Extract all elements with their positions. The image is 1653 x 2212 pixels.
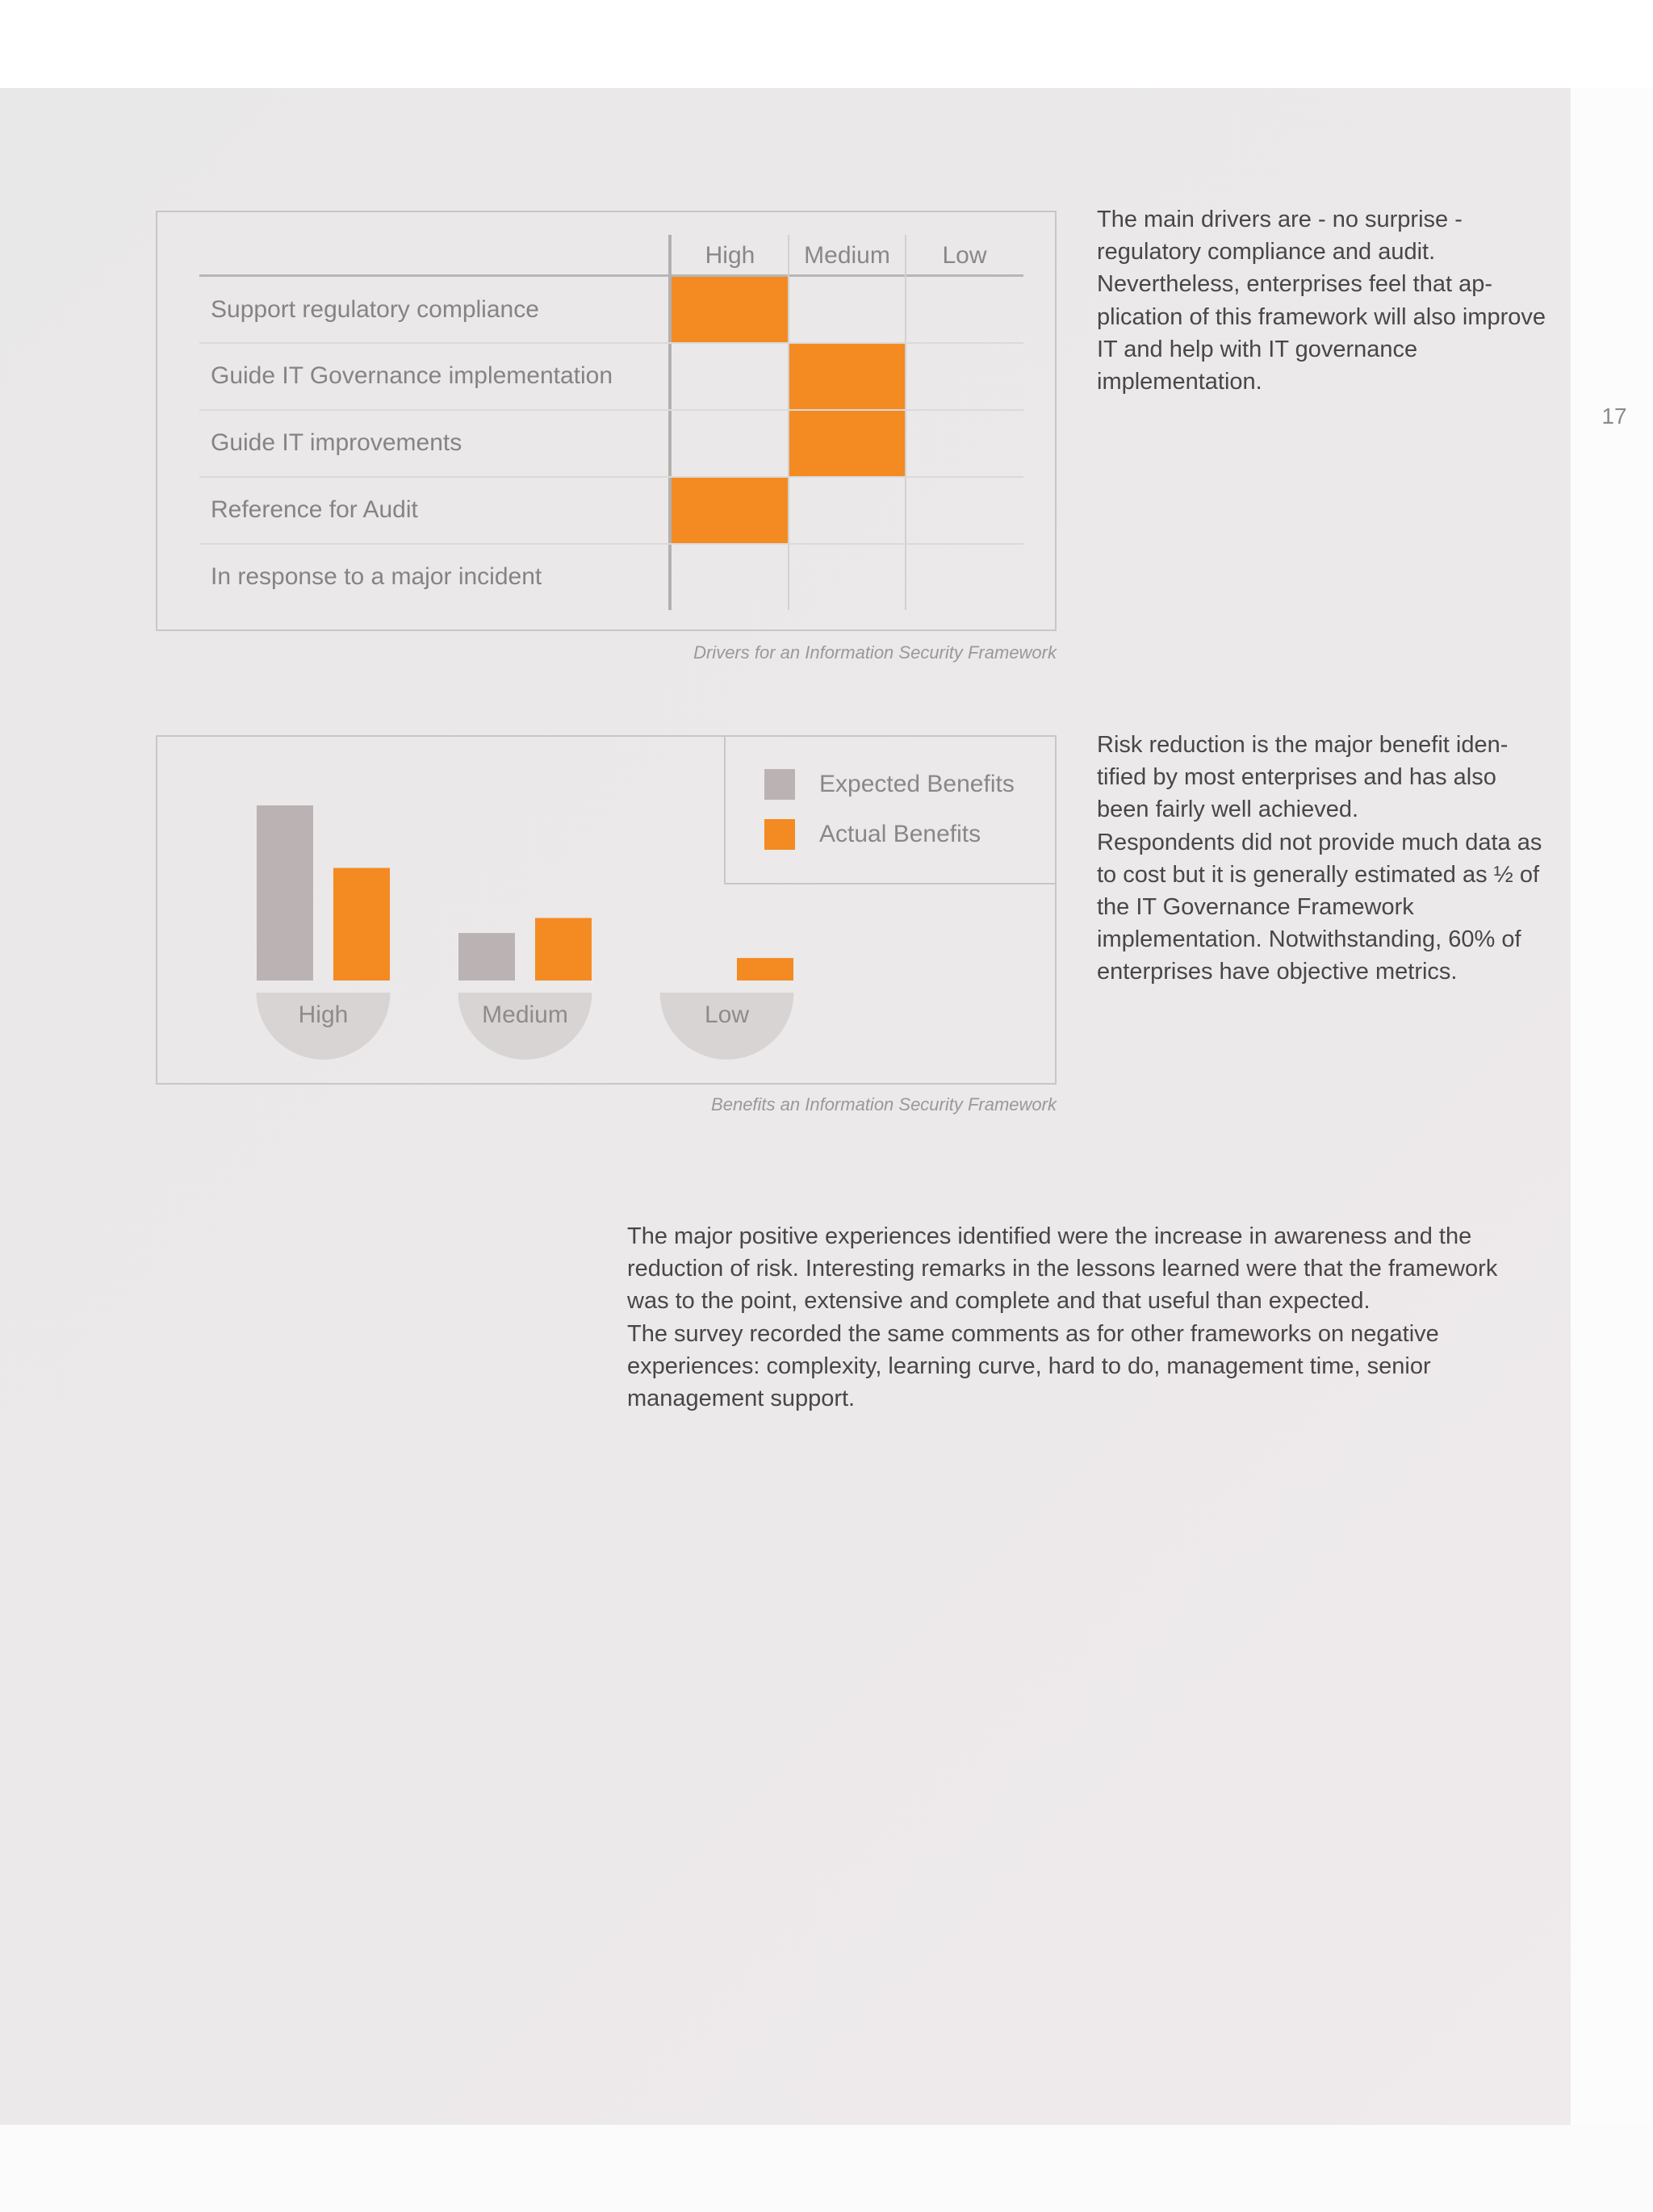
figure-caption: Drivers for an Information Security Framework bbox=[693, 642, 1057, 663]
bar-actual-high bbox=[333, 868, 390, 981]
category-label-low: Low bbox=[704, 1001, 750, 1028]
bar-expected-high bbox=[257, 805, 313, 981]
matrix-row-label: Reference for Audit bbox=[211, 496, 418, 523]
bar-actual-medium bbox=[535, 918, 592, 981]
column-header-low: Low bbox=[942, 242, 987, 269]
paragraph: The main drivers are - no surprise - regulatory compliance and audit. Nevertheless, enterprises feel that application of this framework will also improve IT and help with IT governance implementation. bbox=[1097, 207, 1546, 395]
legend-label-expected: Expected Benefits bbox=[819, 771, 1015, 797]
drivers-text bbox=[1097, 203, 1549, 398]
page-footer-area bbox=[0, 2125, 1653, 2212]
matrix-row-label: In response to a major incident bbox=[211, 563, 542, 590]
experiences-text bbox=[627, 1220, 1531, 1415]
category-label-high: High bbox=[298, 1001, 349, 1028]
legend-swatch-expected bbox=[764, 769, 795, 800]
matrix-row-label: Guide IT Governance implementation bbox=[211, 362, 613, 389]
paragraph: The major positive experiences identified were the increase in awareness and the reduction of risk. Interesting remarks in the lessons learned were that the framework was to the point, extensive and complete and that useful than expected. bbox=[627, 1223, 1498, 1315]
paragraph: The survey recorded the same comments as for other frameworks on negative experiences: complexity, learning curve, hard to do, management time, senior management support. bbox=[627, 1320, 1439, 1412]
paragraph: Risk reduction is the major benefit identified by most enterprises and has also been fairly well achieved. bbox=[1097, 732, 1509, 823]
matrix-row-label: Guide IT improvements bbox=[211, 429, 462, 456]
figure-caption: Benefits an Information Security Framework bbox=[711, 1094, 1057, 1114]
matrix-row-label: Support regulatory compliance bbox=[211, 296, 539, 323]
paragraph: Respondents did not provide much data as to cost but it is generally estimated as ½ of the IT Governance Framework implementation. Notwithstanding, 60% of enterprises have objective metrics. bbox=[1097, 829, 1542, 985]
bar-expected-medium bbox=[458, 933, 515, 981]
page-number: 17 bbox=[1601, 404, 1627, 429]
bar-actual-low bbox=[737, 958, 793, 981]
chart-legend bbox=[724, 735, 1057, 884]
column-header-medium: Medium bbox=[804, 242, 890, 269]
benefits-text bbox=[1097, 729, 1549, 989]
legend-swatch-actual bbox=[764, 819, 795, 850]
category-label-medium: Medium bbox=[482, 1001, 568, 1028]
legend-label-actual: Actual Benefits bbox=[819, 821, 981, 847]
column-header-high: High bbox=[705, 242, 755, 269]
